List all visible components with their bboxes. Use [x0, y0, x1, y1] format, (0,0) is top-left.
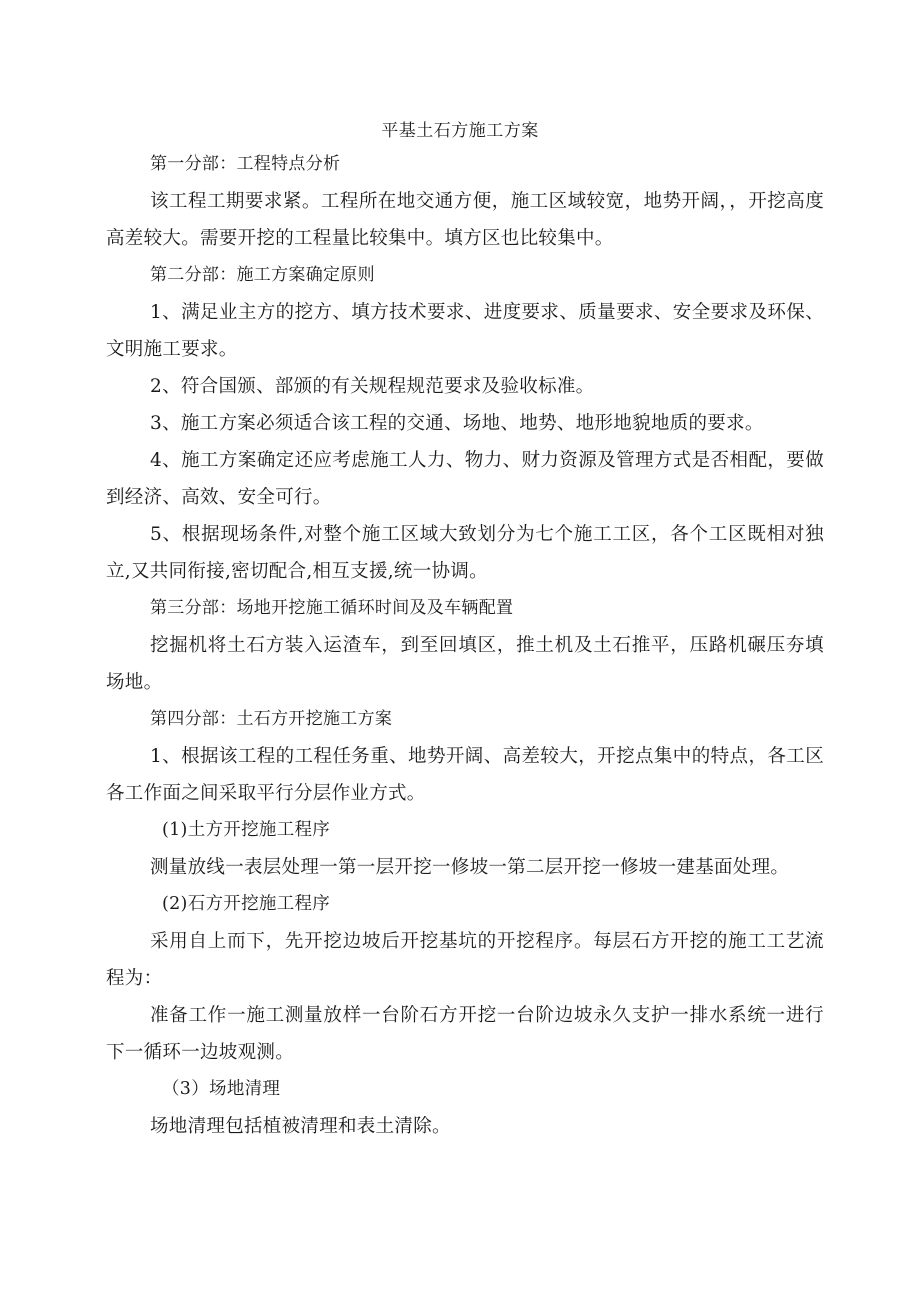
- subheading: (1)土方开挖施工程序: [162, 820, 331, 840]
- paragraph: 采用自上而下，先开挖边坡后开挖基坑的开挖程序。每层石方开挖的施工工艺流程为：: [106, 931, 824, 989]
- paragraph: 1、根据该工程的工程任务重、地势开阔、高差较大，开挖点集中的特点，各工区各工作面之间采取平行分层作业方式。: [106, 746, 824, 804]
- paragraph: 该工程工期要求紧。工程所在地交通方便，施工区域较宽，地势开阔，，开挖高度高差较大。需要开挖的工程量比较集中。填方区也比较集中。: [106, 191, 824, 249]
- section-heading-3: 第三分部：场地开挖施工循环时间及及车辆配置: [150, 598, 514, 618]
- paragraph: 4、施工方案确定还应考虑施工人力、物力、财力资源及管理方式是否相配，要做到经济、高效、安全可行。: [106, 450, 824, 508]
- section-heading-2: 第二分部：施工方案确定原则: [150, 265, 375, 285]
- paragraph: 2、符合国颁、部颁的有关规程规范要求及验收标准。: [150, 376, 595, 397]
- paragraph: 场地清理包括植被清理和表土清除。: [150, 1116, 451, 1137]
- paragraph: 挖掘机将土石方装入运渣车，到至回填区，推土机及土石推平，压路机碾压夯填场地。: [106, 635, 824, 693]
- section-heading-4: 第四分部：土石方开挖施工方案: [150, 709, 393, 729]
- subheading: (2)石方开挖施工程序: [162, 894, 331, 914]
- section-heading-1: 第一分部：工程特点分析: [150, 154, 341, 174]
- subheading: （3）场地清理: [162, 1079, 281, 1099]
- paragraph: 3、施工方案必须适合该工程的交通、场地、地势、地形地貌地质的要求。: [150, 413, 764, 434]
- paragraph: 准备工作一施工测量放样一台阶石方开挖一台阶边坡永久支护一排水系统一进行下一循环一边坡观测。: [106, 1005, 824, 1063]
- paragraph: 测量放线一表层处理一第一层开挖一修坡一第二层开挖一修坡一建基面处理。: [150, 857, 790, 878]
- document-body: [106, 146, 824, 1145]
- paragraph: 5、根据现场条件,对整个施工区域大致划分为七个施工工区，各个工区既相对独立,又共同衔接,密切配合,相互支援,统一协调。: [106, 524, 824, 582]
- document-title: 平基土石方施工方案: [381, 121, 539, 141]
- paragraph: 1、满足业主方的挖方、填方技术要求、进度要求、质量要求、安全要求及环保、文明施工要求。: [106, 302, 824, 360]
